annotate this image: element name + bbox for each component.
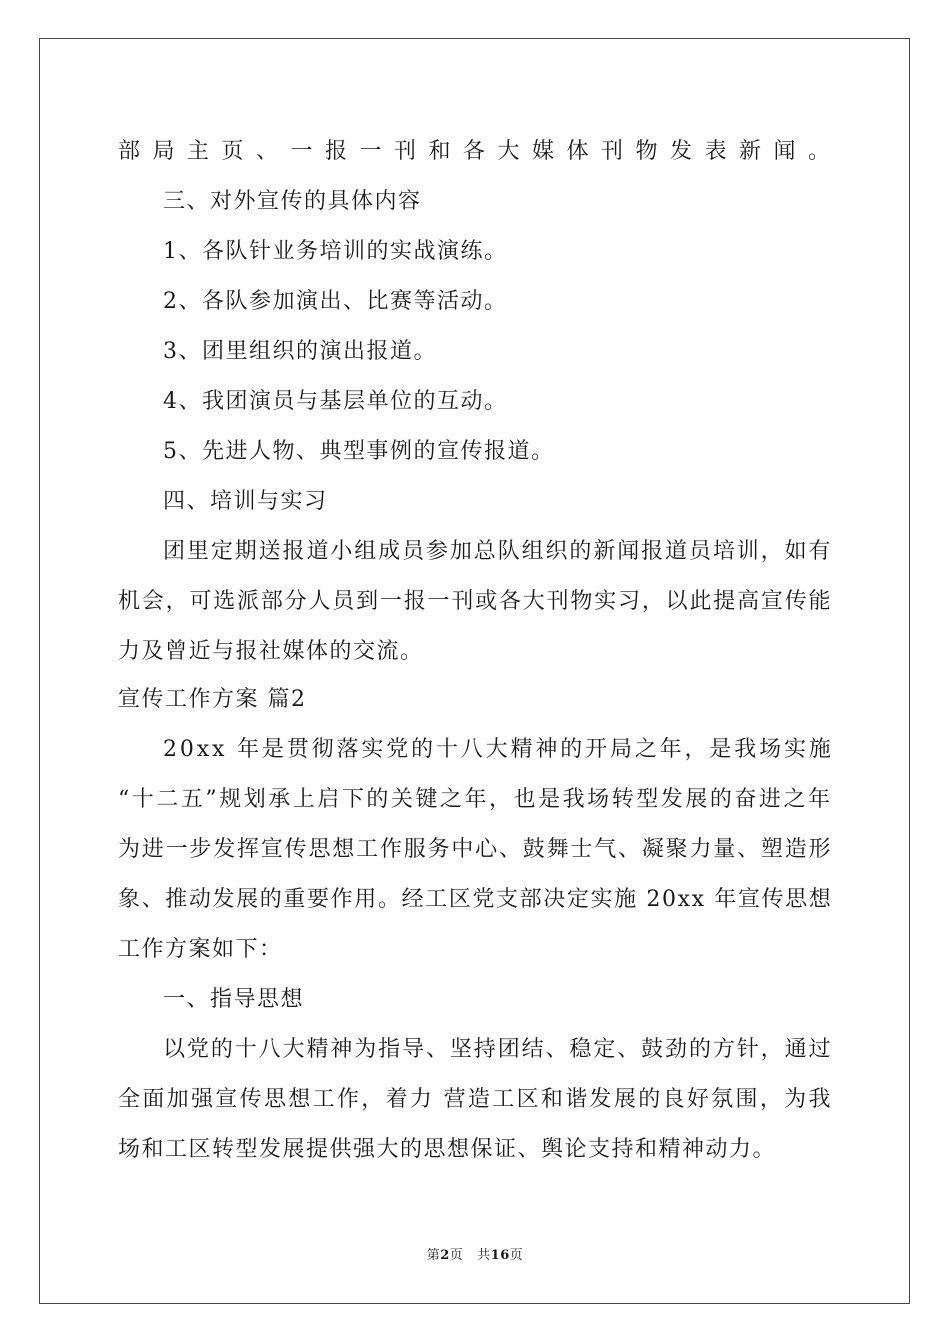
total-page-count: 16 — [490, 1248, 510, 1263]
list-item: 4、我团演员与基层单位的互动。 — [163, 389, 508, 414]
text-line: “十二五”规划承上启下的关键之年，也是我场转型发展的奋进之年 — [118, 787, 833, 812]
text-line: 团里定期送报道小组成员参加总队组织的新闻报道员培训，如有 — [163, 539, 833, 564]
footer-prefix: 第 — [426, 1248, 441, 1263]
section-heading: 四、培训与实习 — [163, 489, 328, 514]
list-item: 5、先进人物、典型事例的宣传报道。 — [163, 439, 555, 464]
section-heading: 三、对外宣传的具体内容 — [163, 189, 422, 214]
page-footer — [0, 1247, 950, 1265]
text-line: 20xx 年是贯彻落实党的十八大精神的开局之年，是我场实施 — [163, 737, 834, 762]
list-item: 1、各队针业务培训的实战演练。 — [163, 239, 508, 264]
text-line: 场和工区转型发展提供强大的思想保证、舆论支持和精神动力。 — [118, 1137, 777, 1162]
text-line: 部局主页、一报一刊和各大媒体刊物发表新闻。 — [118, 139, 843, 164]
list-item: 3、团里组织的演出报道。 — [163, 339, 437, 364]
chapter-title: 宣传工作方案 篇2 — [118, 687, 307, 712]
text-line: 力及曾近与报社媒体的交流。 — [118, 639, 424, 664]
text-line: 以党的十八大精神为指导、坚持团结、稳定、鼓劲的方针，通过 — [163, 1037, 833, 1062]
footer-mid: 页 共 — [449, 1248, 491, 1263]
text-line: 全面加强宣传思想工作，着力 营造工区和谐发展的良好氛围，为我 — [118, 1087, 833, 1112]
text-line: 机会，可选派部分人员到一报一刊或各大刊物实习，以此提高宣传能 — [118, 589, 833, 614]
footer-suffix: 页 — [509, 1248, 524, 1263]
text-line: 工作方案如下： — [118, 937, 283, 962]
section-heading: 一、指导思想 — [163, 987, 305, 1012]
text-line: 象、推动发展的重要作用。经工区党支部决定实施 20xx 年宣传思想 — [118, 887, 833, 912]
text-line: 为进一步发挥宣传思想工作服务中心、鼓舞士气、凝聚力量、塑造形 — [118, 837, 833, 862]
list-item: 2、各队参加演出、比赛等活动。 — [163, 289, 508, 314]
current-page-number: 2 — [440, 1248, 450, 1263]
